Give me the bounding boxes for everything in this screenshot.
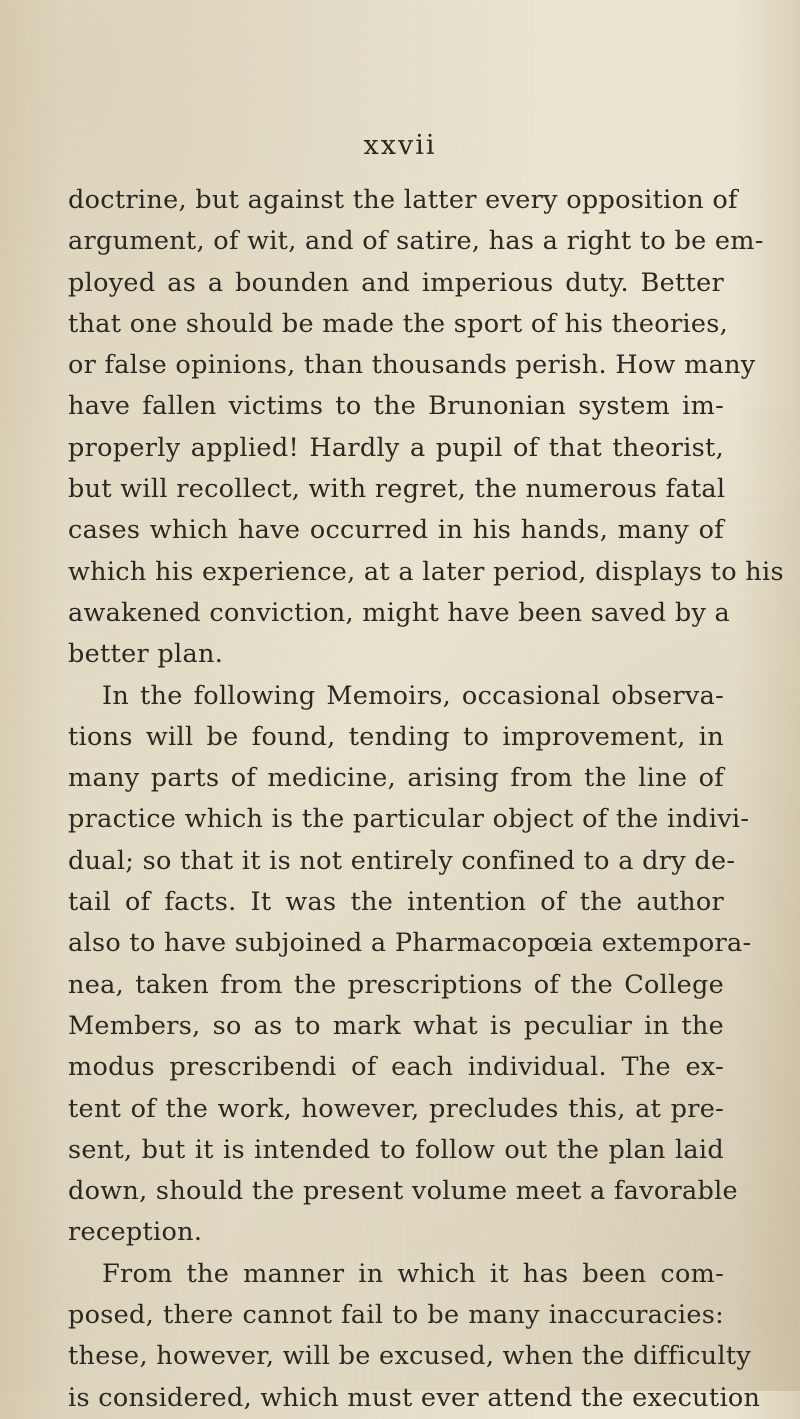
- text-line: or false opinions, than thousands perish. How many: [68, 350, 756, 381]
- text-line: reception.: [68, 1217, 203, 1248]
- text-line: tail of facts. It was the intention of the author: [68, 887, 724, 918]
- text-line: argument, of wit, and of satire, has a right to be em-: [68, 226, 764, 257]
- text-line: nea, taken from the prescriptions of the College: [68, 969, 724, 1000]
- text-line: down, should the present volume meet a favorable: [68, 1176, 738, 1207]
- text-line: modus prescribendi of each individual. The ex-: [68, 1052, 724, 1083]
- text-line: many parts of medicine, arising from the line of: [68, 763, 724, 794]
- text-line: From the manner in which it has been com-: [102, 1258, 724, 1289]
- text-line: these, however, will be excused, when the difficulty: [68, 1341, 752, 1372]
- text-line: practice which is the particular object of the indivi-: [68, 804, 750, 835]
- text-line: tions will be found, tending to improvement, in: [68, 721, 724, 752]
- text-line: have fallen victims to the Brunonian system im-: [68, 391, 724, 422]
- text-line: is considered, which must ever attend the execution: [68, 1382, 761, 1413]
- text-line: dual; so that it is not entirely confined to a dry de-: [68, 845, 736, 876]
- text-line: doctrine, but against the latter every opposition of: [68, 185, 738, 215]
- body-text: [68, 180, 784, 1419]
- text-line: properly applied! Hardly a pupil of that theorist,: [68, 432, 724, 463]
- text-line: posed, there cannot fail to be many inaccuracies:: [68, 1300, 724, 1331]
- text-line: better plan.: [68, 639, 224, 670]
- text-line: cases which have occurred in his hands, many of: [68, 515, 724, 546]
- page-number: xxvii: [363, 130, 437, 161]
- text-line: but will recollect, with regret, the numerous fatal: [68, 474, 726, 505]
- text-line: awakened conviction, might have been saved by a: [68, 597, 731, 628]
- text-line: Members, so as to mark what is peculiar in the: [68, 1010, 724, 1041]
- text-line: ployed as a bounden and imperious duty. Better: [68, 267, 724, 298]
- text-line: which his experience, at a later period, displays to his: [68, 556, 784, 587]
- text-line: that one should be made the sport of his theories,: [68, 308, 729, 339]
- text-line: In the following Memoirs, occasional observa-: [102, 680, 724, 711]
- text-line: tent of the work, however, precludes this, at pre-: [68, 1093, 724, 1124]
- text-line: also to have subjoined a Pharmacopœia extempora-: [68, 928, 752, 959]
- text-line: sent, but it is intended to follow out the plan laid: [68, 1134, 724, 1165]
